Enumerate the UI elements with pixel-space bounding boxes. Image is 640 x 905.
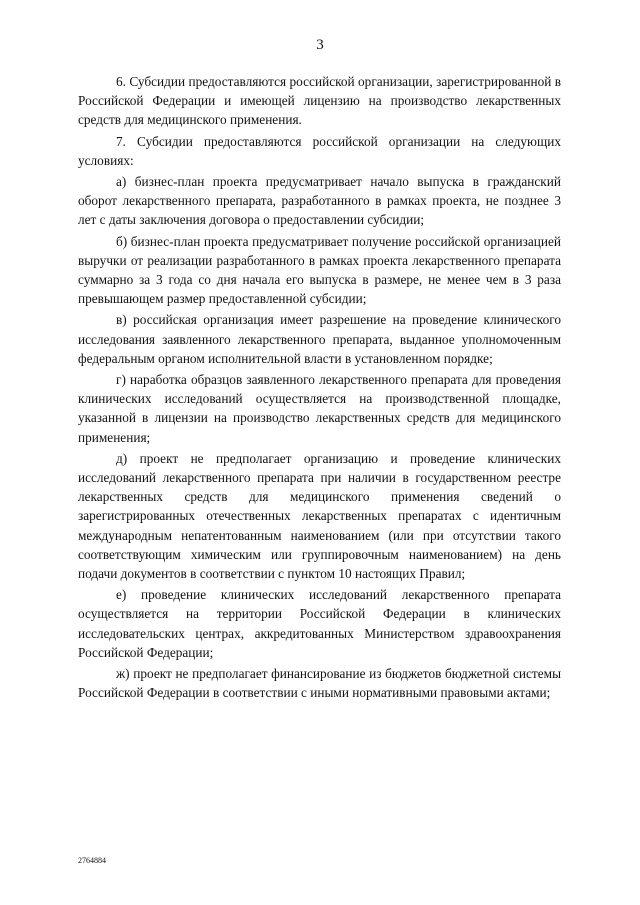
paragraph-6: 6. Субсидии предоставляются российской организации, зарегистрированной в Российской Федерации и имеющей лицензию на производство лекарственных средств для медицинского применения. xyxy=(78,74,561,128)
paragraph-7-a: а) бизнес-план проекта предусматривает начало выпуска в гражданский оборот лекарственного препарата, разработанного в рамках проекта, не позднее 3 лет с даты заключения договора о предоставлении субсидии; xyxy=(78,174,561,228)
paragraph-7-v: в) российская организация имеет разрешение на проведение клинического исследования заявленного лекарственного препарата, выданное уполномоченным федеральным органом исполнительной власти в установленном порядке; xyxy=(78,312,561,366)
document-body xyxy=(78,72,561,705)
paragraph-7-e: е) проведение клинических исследований лекарственного препарата осуществляется на территории Российской Федерации в клинических исследовательских центрах, аккредитованных Министерством здравоохранения Российской Федерации; xyxy=(78,587,561,660)
paragraph-7: 7. Субсидии предоставляются российской организации на следующих условиях: xyxy=(78,133,561,168)
page-number: 3 xyxy=(316,37,324,53)
paragraph-7-b: б) бизнес-план проекта предусматривает получение российской организацией выручки от реализации разработанного в рамках проекта лекарственного препарата суммарно за 3 года со дня начала его выпуска в размере, не менее чем в 3 раза превышающем размер предоставленной субсидии; xyxy=(78,233,561,307)
paragraph-7-d: д) проект не предполагает организацию и проведение клинических исследований лекарственного препарата при наличии в государственном реестре лекарственных средств для медицинского применения сведений о зарегистрированных отечественных лекарственных препаратах с идентичным международным непатентованным наименованием (или при отсутствии такого соответствующим химическим или группировочным наименованием) на день подачи документов в соответствии с пунктом 10 настоящих Правил; xyxy=(78,450,561,582)
document-code: 2764884 xyxy=(78,856,106,865)
paragraph-7-g: г) наработка образцов заявленного лекарственного препарата для проведения клинических исследований осуществляется на производственной площадке, указанной в лицензии на производство лекарственных средств для медицинского применения; xyxy=(78,372,561,445)
paragraph-7-zh: ж) проект не предполагает финансирование из бюджетов бюджетной системы Российской Федерации в соответствии с иными нормативными правовыми актами; xyxy=(78,666,561,701)
